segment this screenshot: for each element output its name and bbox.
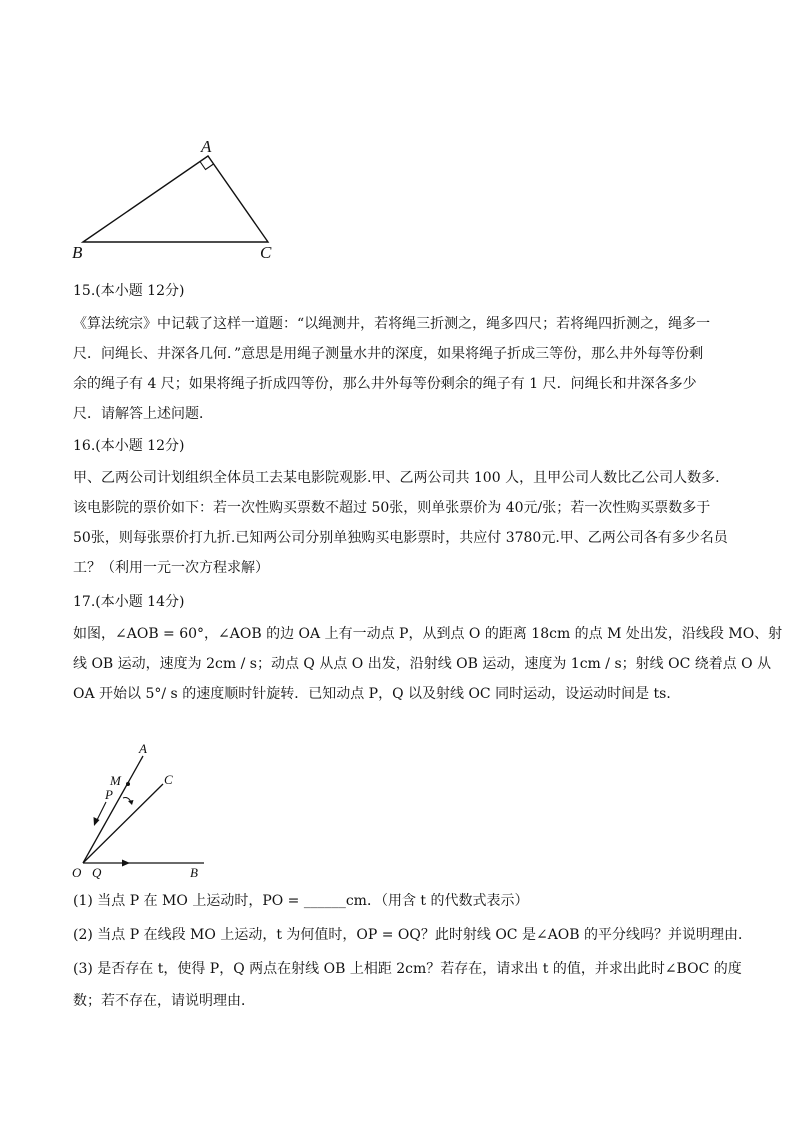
triangle-figure (60, 130, 300, 270)
q17-line-2: 线 OB 运动，速度为 2cm / s；动点 Q 从点 O 出发，沿射线 OB 运动，速度为 1cm / s；射线 OC 绕着点 O 从 (73, 656, 772, 672)
label-b: B (72, 243, 83, 262)
q16-line-4: 工？（利用一元一次方程求解） (73, 560, 269, 576)
p-arrow-head (94, 817, 100, 826)
q17-line-3: OA 开始以 5°/ s 的速度顺时针旋转．已知动点 P，Q 以及射线 OC 同时运动，设运动时间是 ts． (73, 686, 681, 702)
q15-line-2: 尺．问绳长、井深各几何．”意思是用绳子测量水井的深度，如果将绳子折成三等份，那么井外每等份剩 (73, 346, 704, 362)
triangle-abc (83, 156, 268, 242)
label-m: M (110, 773, 121, 788)
label-c: C (260, 243, 272, 262)
q17-header: 17.(本小题 14分) (73, 594, 185, 610)
q17-part-2: (2) 当点 P 在线段 MO 上运动，t 为何值时，OP = OQ？此时射线 OC 是∠AOB 的平分线吗？并说明理由． (73, 927, 753, 943)
q16-line-1: 甲、乙两公司计划组织全体员工去某电影院观影.甲、乙两公司共 100 人，且甲公司人数比乙公司人数多. (73, 470, 720, 486)
q17-line-1: 如图，∠AOB = 60°，∠AOB 的边 OA 上有一动点 P，从到点 O 的距离 18cm 的点 M 处出发，沿线段 MO、射 (73, 626, 783, 642)
rotation-arrow-head (128, 800, 134, 805)
label-b2: B (190, 865, 198, 880)
label-a2: A (139, 741, 147, 756)
right-angle-mark (200, 162, 214, 170)
q16-line-2: 该电影院的票价如下：若一次性购买票数不超过 50张，则单张票价为 40元/张；若一次性购买票数多于 (73, 500, 711, 516)
q15-line-4: 尺．请解答上述问题． (73, 406, 213, 422)
label-o: O (72, 865, 82, 880)
q15-line-1: 《算法统宗》中记载了这样一道题：“以绳测井，若将绳三折测之，绳多四尺；若将绳四折测之，绳多一 (73, 316, 711, 332)
q16-header: 16.(本小题 12分) (73, 438, 185, 454)
label-a: A (201, 137, 212, 156)
q17-part-1: (1) 当点 P 在 MO 上运动时，PO = ______cm．（用含 t 的代数式表示） (73, 893, 529, 909)
q15-header: 15.(本小题 12分) (73, 283, 185, 299)
label-q: Q (92, 865, 102, 880)
q17-part-3: (3) 是否存在 t，使得 P，Q 两点在射线 OB 上相距 2cm？若存在，请求出 t 的值，并求出此时∠BOC 的度 (73, 961, 742, 977)
label-p: P (105, 787, 113, 802)
angle-figure (66, 740, 226, 885)
q15-line-3: 余的绳子有 4 尺；如果将绳子折成四等份，那么井外每等份剩余的绳子有 1 尺．问绳长和井深各多少 (73, 376, 697, 392)
q16-line-3: 50张，则每张票价打九折.已知两公司分别单独购买电影票时，共应付 3780元.甲、乙两公司各有多少名员 (73, 530, 728, 546)
q17-part-4: 数；若不存在，请说明理由． (73, 993, 255, 1009)
q-arrow-head (122, 860, 130, 867)
point-m (126, 782, 130, 786)
label-c2: C (164, 772, 173, 787)
